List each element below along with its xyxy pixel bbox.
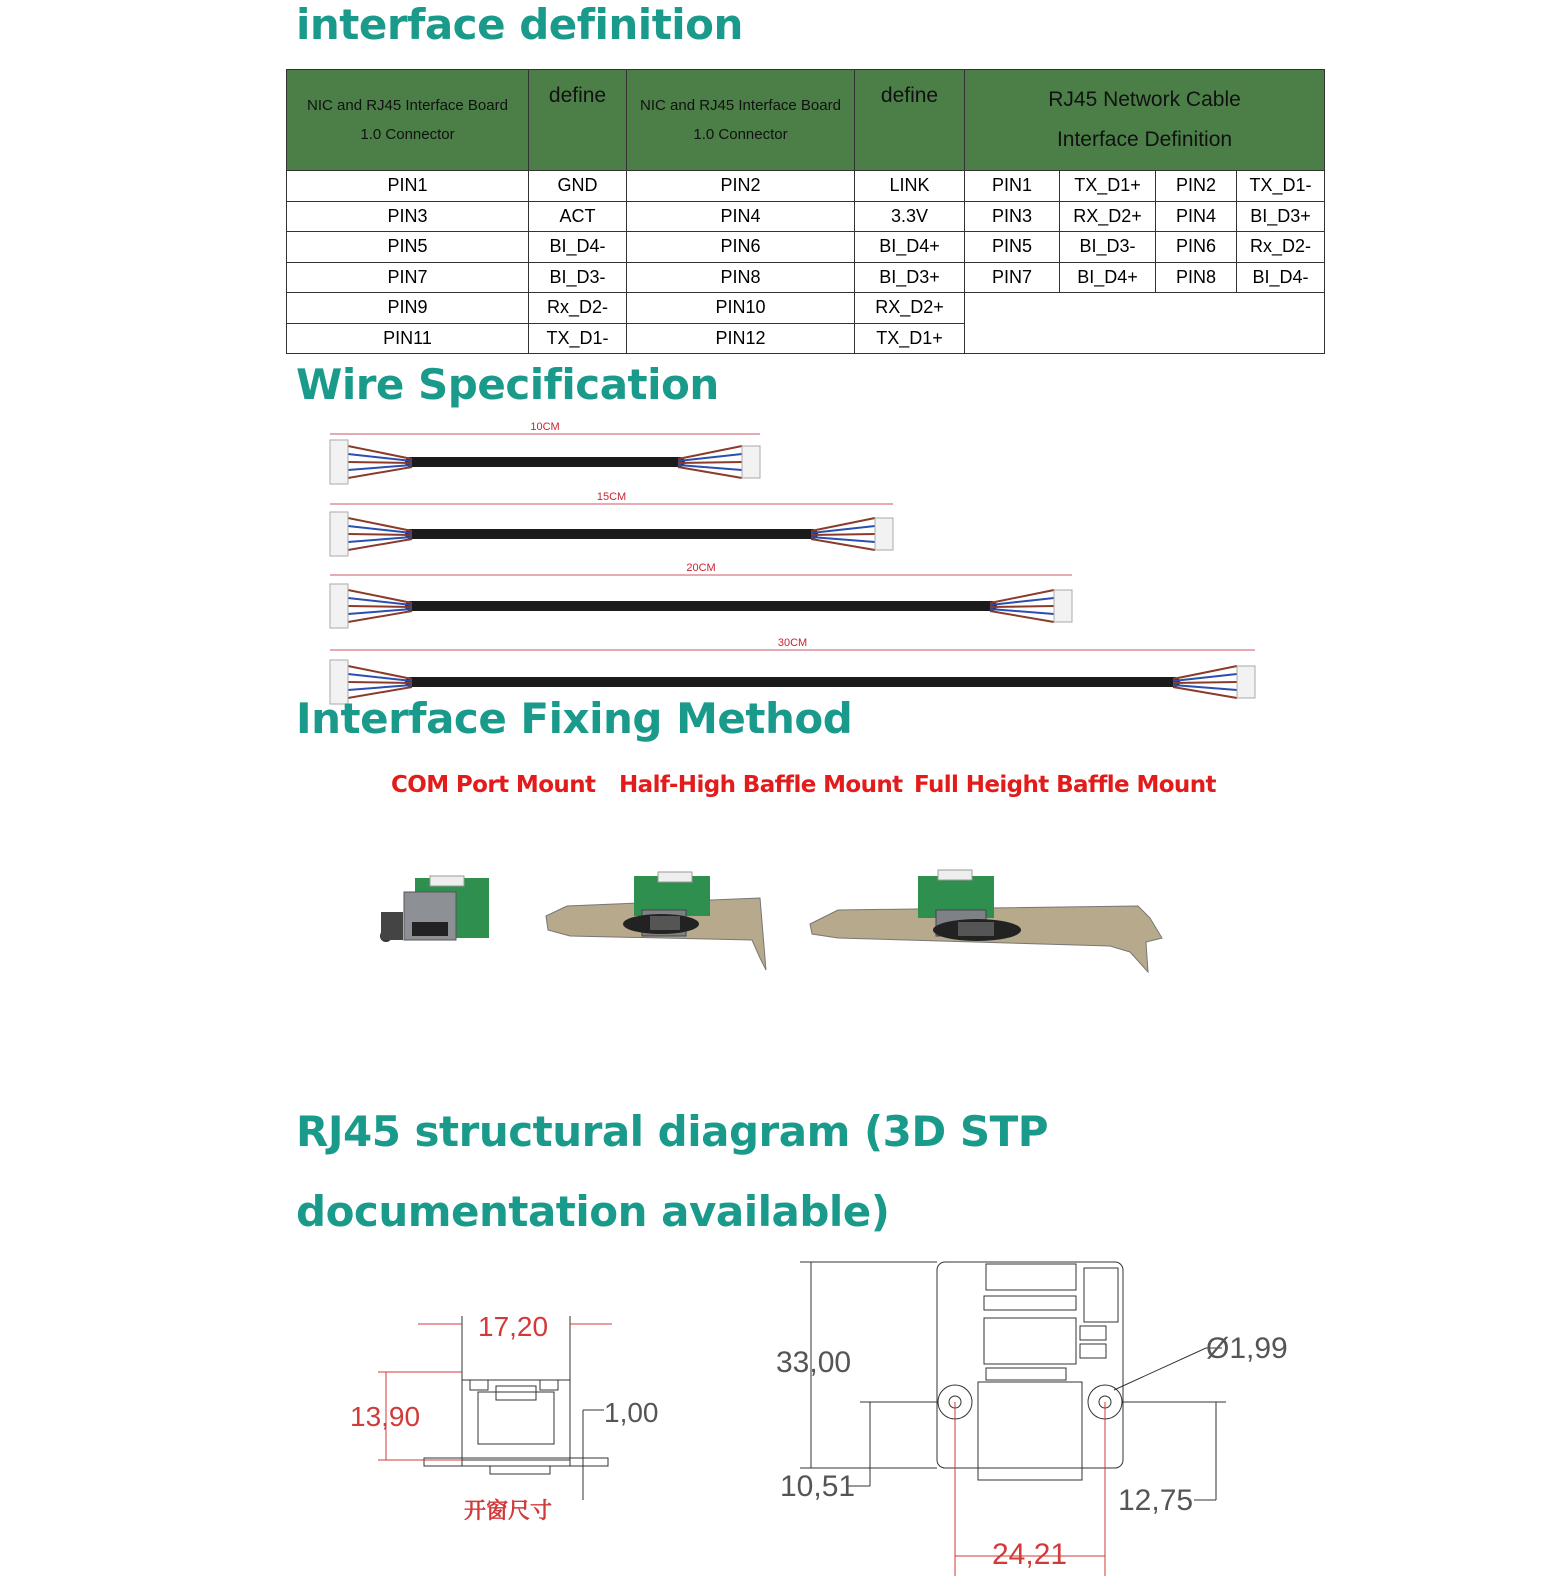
wire-3: [330, 562, 1072, 628]
header-cable-definition: [965, 70, 1325, 171]
table-cell: PIN1: [965, 171, 1060, 202]
header-cable-line1: RJ45 Network Cable: [1048, 88, 1241, 111]
table-cell: PIN3: [287, 201, 529, 232]
table-cell: ACT: [529, 201, 627, 232]
table-cell: RX_D2+: [855, 293, 965, 324]
table-row: [287, 201, 1325, 232]
table-cell: BI_D4-: [1237, 262, 1325, 293]
dim-left-hole-height: 10,51: [780, 1470, 856, 1503]
table-cell: BI_D3+: [1237, 201, 1325, 232]
wire-strand-left: [348, 462, 412, 463]
table-cell: TX_D1-: [529, 323, 627, 354]
table-row: [287, 323, 1325, 354]
table-cell: TX_D1+: [1060, 171, 1156, 202]
table-empty-cell: [965, 293, 1325, 324]
table-row: [287, 232, 1325, 263]
wire-connector-left: [330, 440, 348, 484]
table-header-row: [287, 70, 1325, 171]
window-size-label: 开窗尺寸: [464, 1499, 553, 1524]
heading-wire-specification: Wire Specification: [296, 360, 719, 409]
table-cell: PIN6: [1156, 232, 1237, 263]
table-cell: PIN5: [287, 232, 529, 263]
com-port-mount-image: [380, 876, 489, 942]
table-cell: BI_D3+: [855, 262, 965, 293]
full-height-baffle-image: [810, 870, 1162, 972]
table-cell: PIN11: [287, 323, 529, 354]
table-cell: BI_D3-: [529, 262, 627, 293]
wire-2: [330, 491, 893, 556]
board-view: [800, 1262, 1226, 1576]
half-high-baffle-image: [546, 872, 766, 970]
header-connector-1-line2: 1.0 Connector: [360, 126, 455, 143]
table-row: [287, 262, 1325, 293]
heading-interface-fixing: Interface Fixing Method: [296, 694, 853, 743]
table-cell: PIN10: [627, 293, 855, 324]
table-cell: PIN1: [287, 171, 529, 202]
wire-length-label: 15CM: [596, 491, 627, 503]
table-cell: PIN7: [287, 262, 529, 293]
dim-hole-spacing: 24,21: [992, 1538, 1068, 1571]
table-cell: 3.3V: [855, 201, 965, 232]
header-define-2: define: [855, 70, 965, 171]
wire-connector-left: [330, 512, 348, 556]
mount-illustrations: [0, 860, 1568, 1010]
heading-interface-definition: interface definition: [296, 0, 743, 49]
table-cell: BI_D4-: [529, 232, 627, 263]
wire-strand-left: [348, 606, 412, 607]
table-body: [287, 171, 1325, 354]
table-cell: BI_D4+: [855, 232, 965, 263]
header-connector-1: [287, 70, 529, 171]
heading-rj45-structural-diagram: RJ45 structural diagram (3D STP documentation available): [296, 1107, 1049, 1236]
table-cell: GND: [529, 171, 627, 202]
table-cell: TX_D1+: [855, 323, 965, 354]
table-cell: BI_D3-: [1060, 232, 1156, 263]
table-cell: PIN4: [1156, 201, 1237, 232]
table-cell: Rx_D2-: [1237, 232, 1325, 263]
wire-1: [330, 421, 760, 484]
table-cell: PIN7: [965, 262, 1060, 293]
table-cell: BI_D4+: [1060, 262, 1156, 293]
wire-strand-right: [811, 534, 875, 535]
wire-strand-left: [348, 682, 412, 683]
wire-strand-right: [678, 462, 742, 463]
table-cell: PIN4: [627, 201, 855, 232]
table-cell: PIN8: [1156, 262, 1237, 293]
wire-length-label: 20CM: [686, 562, 716, 574]
wire-strand-right: [1173, 682, 1237, 683]
mount-label-half-high: Half-High Baffle Mount: [619, 772, 903, 798]
table-empty-cell: [965, 323, 1325, 354]
table-cell: PIN9: [287, 293, 529, 324]
table-cell: PIN2: [1156, 171, 1237, 202]
wire-strand-left: [348, 534, 412, 535]
table-cell: PIN12: [627, 323, 855, 354]
dim-right-hole-height: 12,75: [1118, 1484, 1194, 1517]
wire-connector-right: [1237, 666, 1255, 698]
wire-illustrations: [0, 400, 1568, 720]
header-connector-2: [627, 70, 855, 171]
table-cell: LINK: [855, 171, 965, 202]
dim-offset: 1,00: [604, 1397, 659, 1428]
dim-board-height: 33,00: [776, 1346, 852, 1379]
header-connector-2-line1: NIC and RJ45 Interface Board: [640, 97, 841, 114]
table-cell: PIN5: [965, 232, 1060, 263]
wire-connector-right: [875, 518, 893, 550]
table-cell: TX_D1-: [1237, 171, 1325, 202]
header-cable-line2: Interface Definition: [1056, 128, 1233, 151]
wire-length-label: 10CM: [530, 421, 560, 433]
wire-connector-left: [330, 584, 348, 628]
table-cell: Rx_D2-: [529, 293, 627, 324]
wire-connector-right: [1054, 590, 1072, 622]
table-cell: PIN3: [965, 201, 1060, 232]
mount-label-full-height: Full Height Baffle Mount: [914, 772, 1216, 798]
dim-hole-diameter: Ø1,99: [1206, 1332, 1288, 1365]
table-cell: PIN2: [627, 171, 855, 202]
table-cell: RX_D2+: [1060, 201, 1156, 232]
dim-width-window: 17,20: [478, 1311, 549, 1342]
wire-length-label: 30CM: [777, 637, 808, 649]
rj45-structural-drawing: [0, 1240, 1568, 1580]
mount-label-com: COM Port Mount: [391, 772, 596, 798]
header-connector-1-line1: NIC and RJ45 Interface Board: [307, 97, 508, 114]
wire-strand-right: [990, 606, 1054, 607]
table-cell: PIN6: [627, 232, 855, 263]
header-define-1: define: [529, 70, 627, 171]
table-row: [287, 171, 1325, 202]
pin-definition-table: [286, 69, 1325, 354]
dim-height-window: 13,90: [350, 1401, 421, 1432]
table-cell: PIN8: [627, 262, 855, 293]
header-connector-2-line2: 1.0 Connector: [693, 126, 788, 143]
wire-connector-right: [742, 446, 760, 478]
table-row: [287, 293, 1325, 324]
